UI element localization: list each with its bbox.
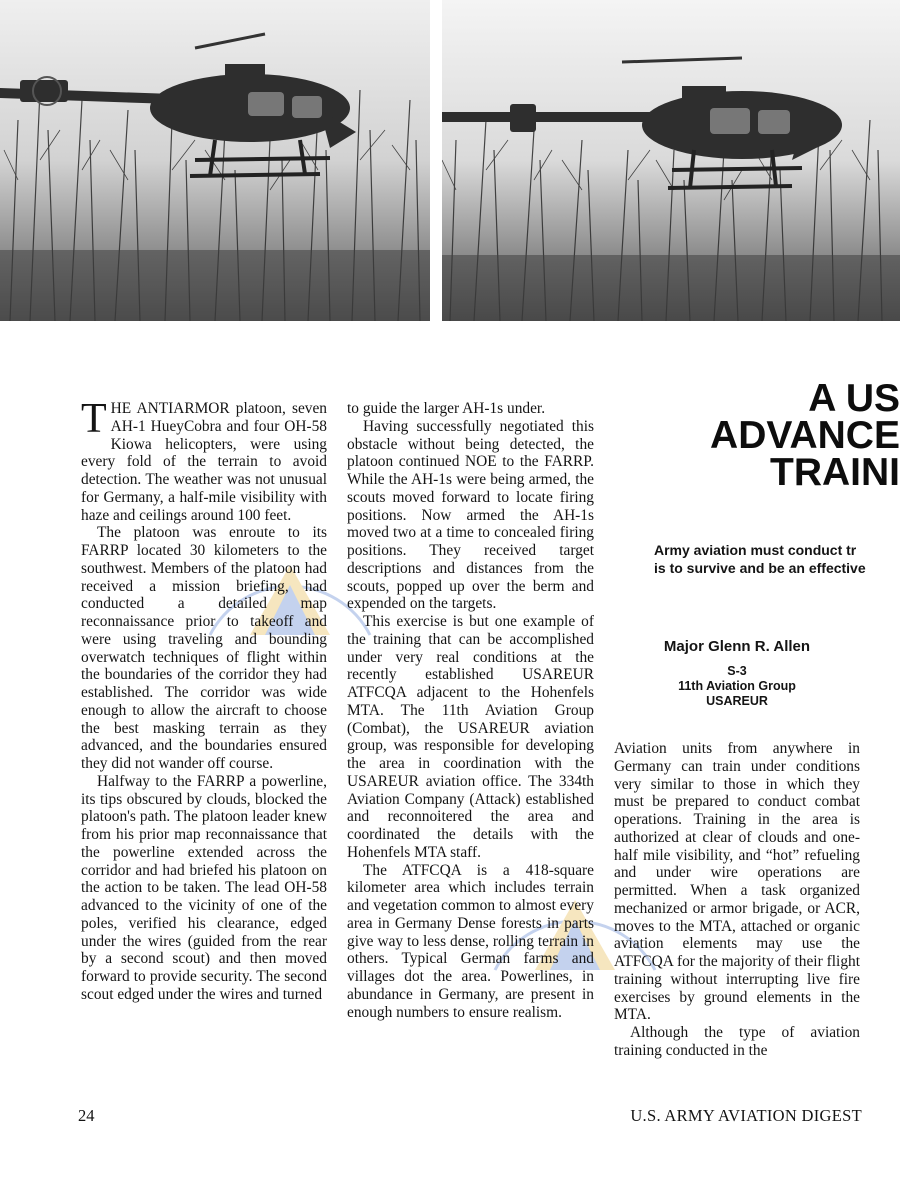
paragraph: Halfway to the FARRP a powerline, its tips obscured by clouds, blocked the platoon's path. The platoon leader knew from his prior map reconnaissance that the powerline extended across the corridor and had briefed his platoon on the action to be taken. The lead OH-58 advanced to the vicinity of one of the poles, verified his clearance, edged under the wires (guided from the rear by a second scout) and then moved forward to provide security. The second scout edged under the wires and turned — [81, 772, 327, 1003]
author-role-line-3: USAREUR — [706, 694, 768, 708]
paragraph: Aviation units from anywhere in Germany can train under conditions very similar to those in which they must be prepared to conduct combat operations. Training in the area is authorized at clear of clouds and one-half mile visibility, and “hot” refueling and under wire operations are permitted. When a task organized mechanized or armor brigade, or ACR, moves to the MTA, attached or organic aviation elements may use the ATFCQA for the majority of their flight training without interrupting live fire exercises by ground elements in the MTA. — [614, 740, 860, 1024]
article-title — [600, 380, 900, 491]
text-column-1 — [81, 396, 327, 1004]
helicopter-photo-right — [442, 0, 900, 321]
page-number: 24 — [78, 1106, 95, 1125]
author-role — [614, 664, 860, 709]
title-line-1: A US — [808, 380, 900, 420]
text-column-2 — [347, 400, 594, 1021]
author-role-line-2: 11th Aviation Group — [678, 679, 796, 693]
paragraph: to guide the larger AH-1s under. — [347, 400, 546, 417]
title-line-3: TRAINI — [770, 451, 900, 491]
paragraph — [81, 396, 327, 524]
helicopter-photo-right-art — [442, 0, 900, 321]
article-subtitle — [654, 541, 900, 577]
subtitle-line-2: is to survive and be an effective — [654, 560, 866, 576]
paragraph-text: HE ANTIARMOR platoon, seven AH-1 HueyCobra and four OH-58 Kiowa helicopters, were using every fold of the terrain to avoid detection. The weather was not unusual for Germany, a half-mile visibility with haze and ceilings around 100 feet. — [81, 400, 327, 524]
helicopter-photo-left-art — [0, 0, 430, 321]
paragraph: Having successfully negotiated this obstacle without being detected, the platoon continued NOE to the FARRP. While the AH-1s were being armed, the scouts moved forward to locate firing positions. Now armed the AH-1s moved two at a time to concealed firing positions. They received target descriptions and distances from the scouts, popped up over the berm and expended on the targets. — [347, 417, 594, 613]
author-name: Major Glenn R. Allen — [663, 638, 811, 655]
paragraph: Although the type of aviation training conducted in the — [614, 1024, 860, 1059]
title-line-2: ADVANCE — [710, 414, 900, 457]
magazine-name: U.S. ARMY AVIATION DIGEST — [630, 1106, 862, 1125]
author-role-line-1: S-3 — [727, 664, 747, 678]
paragraph: The ATFCQA is a 418-square kilometer area which includes terrain and vegetation common to almost every area in Germany Dense forests in parts give way to less dense, rolling terrain in others. Typical German farms and villages dot the area. Powerlines, in abundance in Germany, are present in enough numbers to ensure realism. — [347, 861, 594, 1021]
paragraph: The platoon was enroute to its FARRP located 30 kilometers to the southwest. Members of the platoon had received a mission briefing, had conducted a detailed map reconnaissance prior to takeoff and were using traveling and bounding overwatch techniques of flight within the boundaries of the corridor they had established. The corridor was wide enough to allow the aircraft to choose the best masking terrain as they advanced, and the boundaries ensured they did not wander off course. — [81, 524, 327, 772]
text-column-3 — [614, 740, 860, 1060]
helicopter-photo-left — [0, 0, 430, 321]
drop-cap: T — [81, 396, 107, 442]
subtitle-line-1: Army aviation must conduct tr — [654, 542, 857, 558]
paragraph: This exercise is but one example of the training that can be accomplished under very real conditions at the recently established USAREUR ATFCQA adjacent to the Hohenfels MTA. The 11th Aviation Group (Combat), the USAREUR aviation group, was responsible for developing the area in coordination with the USAREUR aviation office. The 334th Aviation Company (Attack) established and reconnoitered the area and coordinated the details with the Hohenfels MTA staff. — [347, 613, 594, 861]
